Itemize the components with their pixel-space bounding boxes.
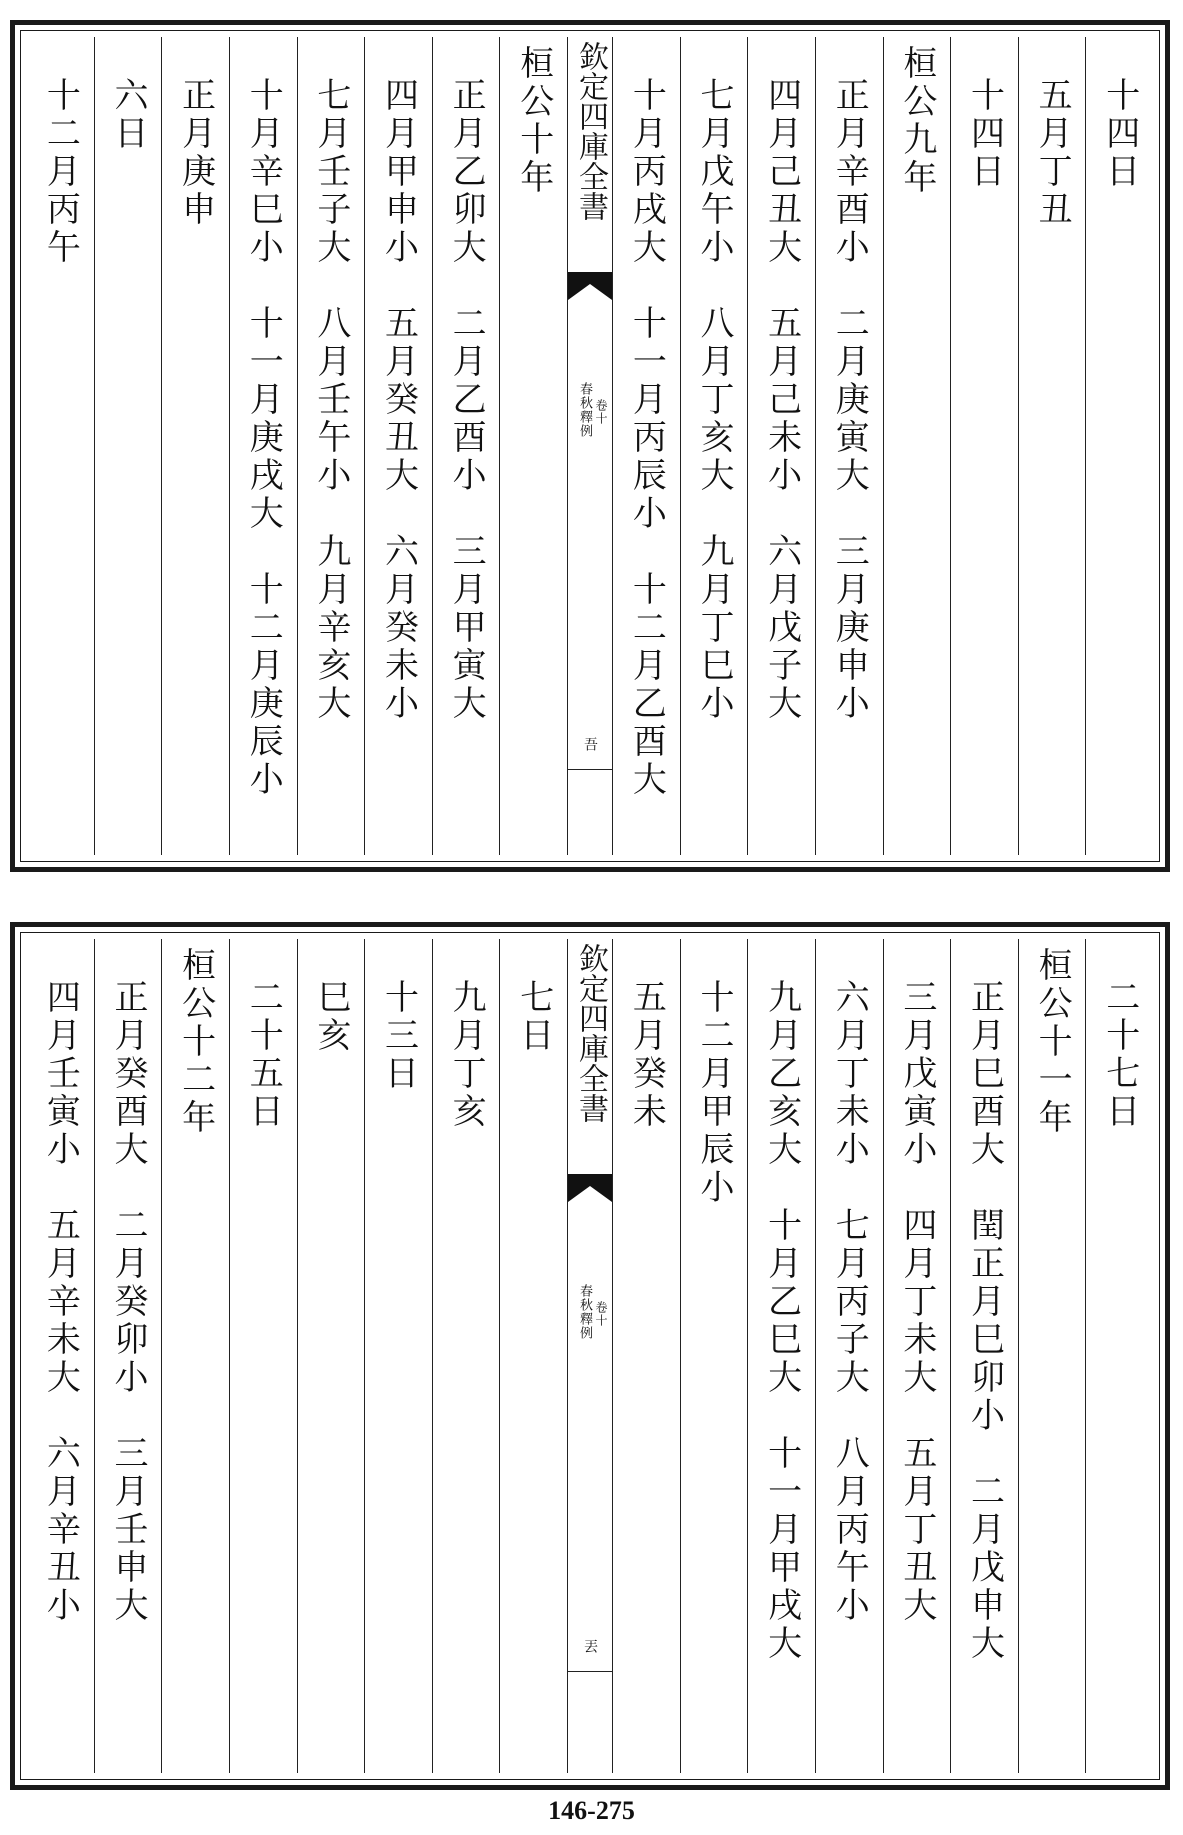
text-column: 六月丁未小 七月丙子大 八月丙午小 bbox=[816, 939, 884, 1773]
banner-book-title: 春秋釋例 bbox=[577, 382, 592, 438]
text-column: 正月辛酉小 二月庚寅大 三月庚申小 bbox=[816, 37, 884, 855]
banner-volume: 卷十 bbox=[594, 399, 608, 425]
text-column: 三月戊寅小 四月丁未大 五月丁丑大 bbox=[884, 939, 952, 1773]
top-page bbox=[10, 20, 1170, 872]
banner-divider bbox=[568, 769, 612, 770]
banner-title: 欽定四庫全書 bbox=[573, 943, 608, 1123]
text-column: 十四日 bbox=[951, 37, 1019, 855]
section-heading-column: 桓公十年 bbox=[500, 37, 568, 855]
fishtail-mark-icon bbox=[568, 1174, 612, 1202]
banner-volume: 卷十 bbox=[594, 1301, 608, 1327]
top-columns bbox=[27, 37, 1153, 855]
text-column: 五月癸未 bbox=[613, 939, 681, 1773]
banner-folio: 丟 bbox=[582, 1639, 598, 1653]
text-column: 十月辛巳小 十一月庚戌大 十二月庚辰小 bbox=[230, 37, 298, 855]
text-column: 十四日 bbox=[1099, 77, 1140, 191]
banner-divider bbox=[568, 1671, 612, 1672]
text-column: 十二月丙午 bbox=[27, 37, 95, 855]
text-column: 十三日 bbox=[365, 939, 433, 1773]
text-column: 九月丁亥 bbox=[433, 939, 501, 1773]
center-banner bbox=[568, 939, 613, 1773]
text-column: 七月戊午小 八月丁亥大 九月丁巳小 bbox=[681, 37, 749, 855]
text-column: 正月癸酉大 二月癸卯小 三月壬申大 bbox=[95, 939, 163, 1773]
banner-folio: 吾 bbox=[582, 737, 598, 751]
text-column: 正月巳酉大 閏正月巳卯小 二月戊申大 bbox=[951, 939, 1019, 1773]
page-number: 146-275 bbox=[548, 1796, 635, 1825]
text-column: 四月甲申小 五月癸丑大 六月癸未小 bbox=[365, 37, 433, 855]
text-column: 十月丙戌大 十一月丙辰小 十二月乙酉大 bbox=[613, 37, 681, 855]
text-column: 二十五日 bbox=[230, 939, 298, 1773]
text-column: 七月壬子大 八月壬午小 九月辛亥大 bbox=[298, 37, 366, 855]
text-column: 五月丁丑 bbox=[1019, 37, 1087, 855]
section-heading-column: 桓公十一年 bbox=[1019, 939, 1087, 1773]
text-column: 六日 bbox=[95, 37, 163, 855]
center-banner bbox=[568, 37, 613, 855]
text-column: 二十七日 bbox=[1099, 979, 1140, 1131]
banner-title: 欽定四庫全書 bbox=[573, 41, 608, 221]
text-column: 四月壬寅小 五月辛未大 六月辛丑小 bbox=[27, 939, 95, 1773]
bottom-page bbox=[10, 922, 1170, 1790]
bottom-columns bbox=[27, 939, 1153, 1773]
section-heading-column: 桓公十二年 bbox=[162, 939, 230, 1773]
section-heading-column: 桓公九年 bbox=[884, 37, 952, 855]
text-column: 十二月甲辰小 bbox=[681, 939, 749, 1773]
text-column: 巳亥 bbox=[298, 939, 366, 1773]
text-column: 七日 bbox=[500, 939, 568, 1773]
text-column: 九月乙亥大 十月乙巳大 十一月甲戌大 bbox=[748, 939, 816, 1773]
text-column: 四月己丑大 五月己未小 六月戊子大 bbox=[748, 37, 816, 855]
fishtail-mark-icon bbox=[568, 272, 612, 300]
banner-book-title: 春秋釋例 bbox=[577, 1284, 592, 1340]
text-column: 正月庚申 bbox=[162, 37, 230, 855]
text-column: 正月乙卯大 二月乙酉小 三月甲寅大 bbox=[433, 37, 501, 855]
